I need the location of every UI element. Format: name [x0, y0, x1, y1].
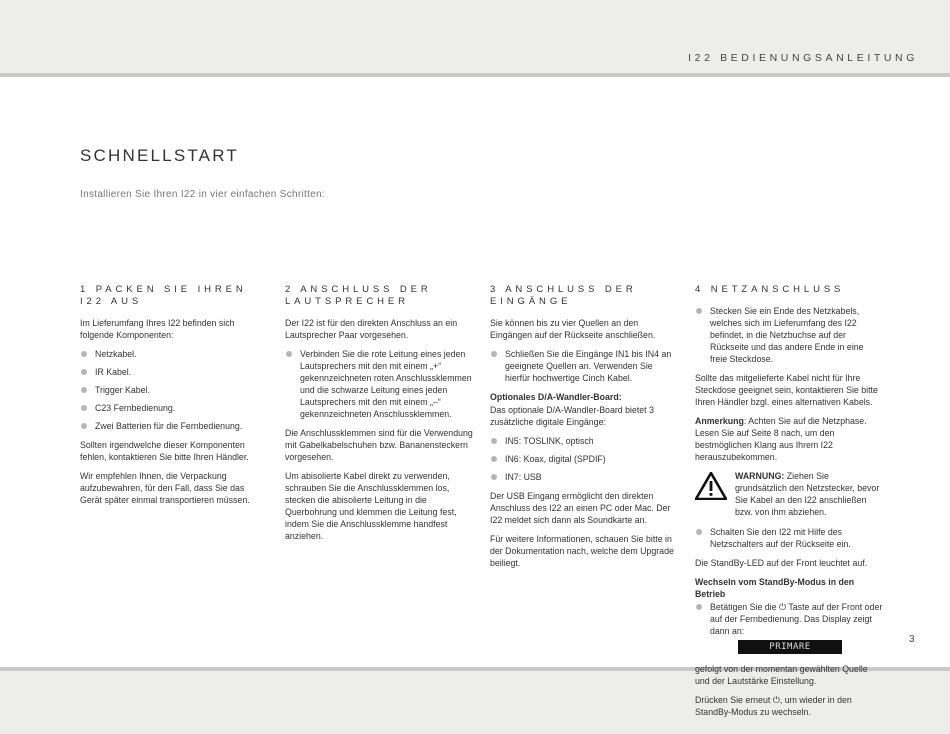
standby-return-text: Drücken Sie erneut [695, 695, 773, 705]
intro-text: Installieren Sie Ihren I22 in vier einfachen Schritten: [80, 189, 325, 200]
step-4-paragraph: Die StandBy-LED auf der Front leuchtet auf. [695, 558, 868, 568]
list-item: Verbinden Sie die rote Leitung eines jeden Lautsprechers mit den mit einem „+“ gekennzeichneten roten Anschlussklemmen und die schwarze Leitung eines jeden Lautsprechers mit den mit einem „–“ gekennzeichneten Anschlussklemmen. [285, 348, 473, 420]
speaker-steps-list [285, 348, 473, 420]
note-text: : Achten Sie auf die Netzphase. Lesen Sie auf Seite 8 nach, um den bestmöglichen Klang aus Ihrem I22 herauszubekommen. [695, 416, 867, 462]
step-2-paragraph: Der I22 ist für den direkten Anschluss an ein Lautsprecher Paar vorgesehen. [285, 318, 458, 340]
step-4-heading: 4 NETZANSCHLUSS [695, 284, 845, 295]
digital-inputs-list [490, 435, 678, 483]
step-1-paragraph: Im Lieferumfang Ihres I22 befinden sich folgende Komponenten: [80, 318, 235, 340]
standby-subheading: Wechseln vom StandBy-Modus in den Betrieb [695, 577, 855, 599]
warning-text: Ziehen Sie grundsätzlich den Netzstecker, bevor Sie Kabel an den I22 anschließen bzw. von ihm abziehen. [735, 471, 880, 517]
list-item: IN6: Koax, digital (SPDIF) [490, 453, 678, 465]
list-item: C23 Fernbedienung. [80, 402, 268, 414]
switch-on-list [695, 526, 883, 550]
list-item: Schließen Sie die Eingänge IN1 bis IN4 an geeignete Quellen an. Verwenden Sie hierfür hochwertige Cinch Kabel. [490, 348, 678, 384]
page-title: SCHNELLSTART [80, 146, 239, 165]
warning-triangle-icon [695, 472, 727, 500]
list-item: Trigger Kabel. [80, 384, 268, 396]
list-item: IN5: TOSLINK, optisch [490, 435, 678, 447]
input-steps-list [490, 348, 678, 384]
step-3-paragraph: Der USB Eingang ermöglicht den direkten Anschluss des I22 an einen PC oder Mac. Der I22 meldet sich dann als Soundkarte an. [490, 491, 671, 525]
list-item: Netzkabel. [80, 348, 268, 360]
warning-block [695, 470, 883, 518]
step-1-paragraph: Sollten irgendwelche dieser Komponenten fehlen, kontaktieren Sie bitte Ihren Händler. [80, 440, 249, 462]
step-3-paragraph: Sie können bis zu vier Quellen an den Eingängen auf der Rückseite anschließen. [490, 318, 656, 340]
power-steps-list [695, 305, 883, 365]
step-3-column [490, 284, 678, 576]
package-contents-list [80, 348, 268, 432]
list-item: IN7: USB [490, 471, 678, 483]
list-item [695, 601, 883, 637]
list-item: IR Kabel. [80, 366, 268, 378]
standby-text: Taste auf der Front oder auf der Fernbedienung. Das Display zeigt dann an: [710, 602, 883, 636]
step-4-paragraph: gefolgt von der momentan gewählten Quelle und der Lautstärke Einstellung. [695, 664, 868, 686]
step-1-heading: 1 PACKEN SIE IHREN I22 AUS [80, 284, 247, 307]
step-3-heading: 3 ANSCHLUSS DER EINGÄNGE [490, 284, 637, 307]
running-header: I22 BEDIENUNGSANLEITUNG [688, 52, 918, 64]
step-2-column [285, 284, 473, 549]
step-4-paragraph: Sollte das mitgelieferte Kabel nicht für Ihre Steckdose geeignet sein, kontaktieren Sie bitte Ihren Händler bzgl. eines alternativen Kabels. [695, 373, 878, 407]
list-item: Stecken Sie ein Ende des Netzkabels, welches sich im Lieferumfang des I22 befindet, in die Netzbuchse auf der Rückseite und das andere Ende in eine freie Steckdose. [695, 305, 883, 365]
standby-text: Betätigen Sie die [710, 602, 779, 612]
standby-steps-list [695, 601, 883, 637]
standby-return-text: , um wieder in den StandBy-Modus zu wechseln. [695, 695, 852, 717]
list-item: Schalten Sie den I22 mit Hilfe des Netzschalters auf der Rückseite ein. [695, 526, 883, 550]
dac-board-subheading: Optionales D/A-Wandler-Board: [490, 392, 622, 402]
step-3-paragraph: Für weitere Informationen, schauen Sie bitte in der Dokumentation nach, welche dem Upgrade beiliegt. [490, 534, 674, 568]
step-1-paragraph: Wir empfehlen Ihnen, die Verpackung aufzubewahren, für den Fall, dass Sie das Gerät später einmal transportieren müssen. [80, 471, 250, 505]
step-4-paragraph [695, 694, 883, 718]
warning-label: WARNUNG: [735, 471, 785, 481]
display-readout: PRIMARE [738, 640, 842, 654]
step-2-paragraph: Um abisolierte Kabel direkt zu verwenden, schrauben Sie die Anschlussklemmen los, stecken die abisolierte Leitung in die Querbohrung und klemmen die Leitung fest, indem Sie die Anschlussklemme handfest anziehen. [285, 471, 457, 541]
step-1-column [80, 284, 268, 513]
power-icon: ⏻ [772, 695, 780, 705]
step-2-paragraph: Die Anschlussklemmen sind für die Verwendung mit Gabelkabelschuhen bzw. Bananensteckern vorgesehen. [285, 428, 473, 462]
step-2-heading: 2 ANSCHLUSS DER LAUTSPRECHER [285, 284, 432, 307]
step-4-column [695, 284, 883, 725]
page-number: 3 [909, 634, 915, 645]
step-3-paragraph: Das optionale D/A-Wandler-Board bietet 3 zusätzliche digitale Eingänge: [490, 405, 654, 427]
list-item: Zwei Batterien für die Fernbedienung. [80, 420, 268, 432]
note-label: Anmerkung [695, 416, 744, 426]
power-icon: ⏻ [778, 602, 787, 612]
note-paragraph [695, 415, 883, 463]
